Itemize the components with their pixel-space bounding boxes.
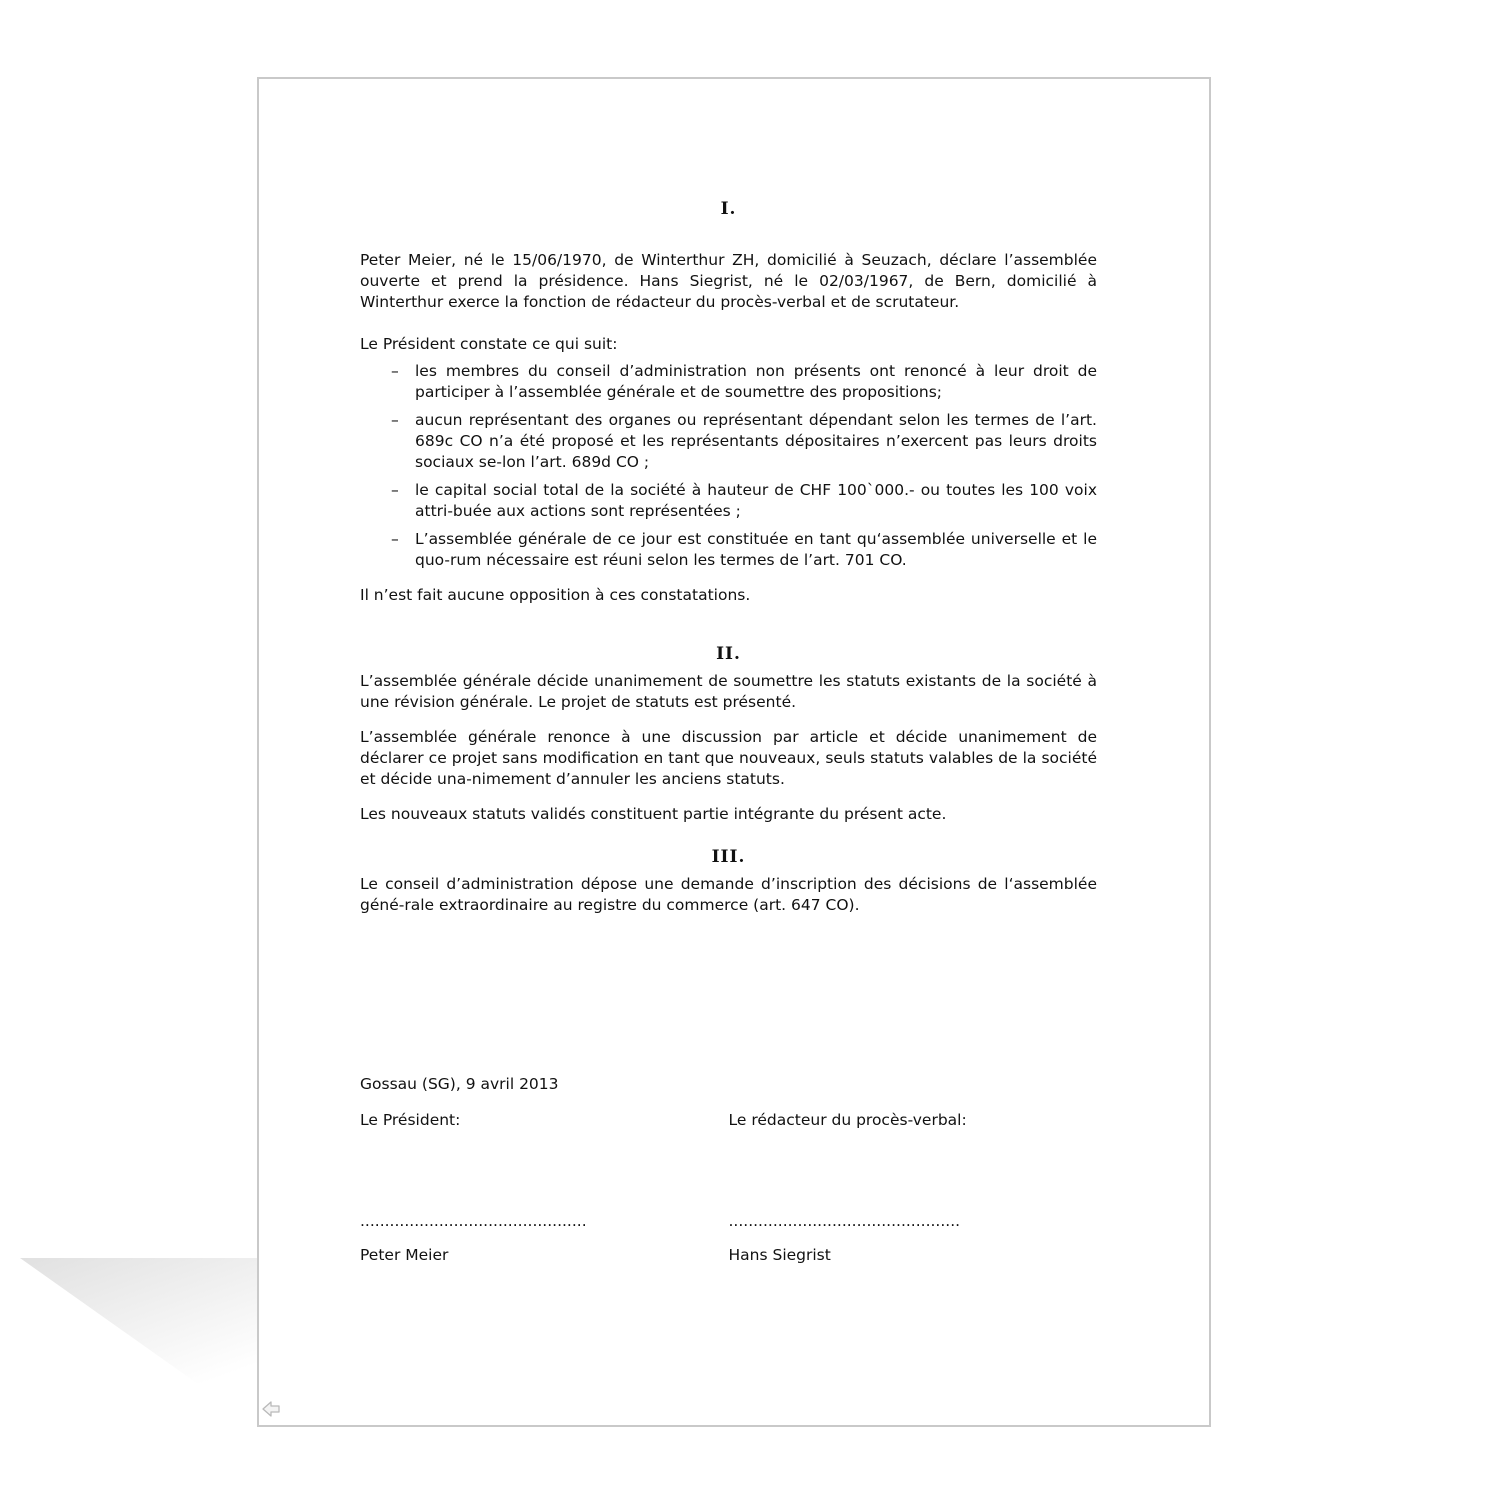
president-name: Peter Meier (360, 1246, 449, 1264)
list-item: – aucun représentant des organes ou représentant dépendant selon les termes de l’art. 689c CO n’a été proposé et les représentants dépositaires n’exercent pas leurs droits sociaux se-lon l’art. 689d CO ; (415, 410, 1097, 473)
intro-paragraph: Peter Meier, né le 15/06/1970, de Winterthur ZH, domicilié à Seuzach, déclare l’assemblée ouverte et prend la présidence. Hans Siegrist, né le 02/03/1967, de Bern, domicilié à Winterthur exerce la fonction de rédacteur du procès-verbal et de scrutateur. (360, 251, 1097, 311)
secretary-name: Hans Siegrist (728, 1246, 831, 1264)
place-date: Gossau (SG), 9 avril 2013 (360, 1075, 559, 1093)
section-heading-1: I. (720, 199, 737, 219)
list-item: – L’assemblée générale de ce jour est constituée en tant qu‘assemblée universelle et le quo-rum nécessaire est réuni selon les termes de l’art. 701 CO. (415, 529, 1097, 571)
signature-row (360, 1110, 1097, 1266)
secretary-label: Le rédacteur du procès-verbal: (728, 1111, 967, 1129)
paragraph: Le conseil d’administration dépose une demande d’inscription des décisions de l‘assemblée géné-rale extraordinaire au registre du commerce (art. 647 CO). (360, 875, 1097, 914)
list-item: – le capital social total de la société à hauteur de CHF 100`000.- ou toutes les 100 voix attri-buée aux actions sont représentées ; (415, 480, 1097, 522)
president-label: Le Président: (360, 1111, 461, 1129)
signature-line-right: ............................................... (728, 1212, 961, 1230)
signature-right (729, 1110, 1098, 1266)
arrow-left-icon[interactable] (260, 1398, 282, 1420)
document-page (257, 77, 1211, 1427)
paragraph: L’assemblée générale décide unanimement de soumettre les statuts existants de la société à une révision générale. Le projet de statuts est présenté. (360, 672, 1097, 711)
paragraph: Les nouveaux statuts validés constituent partie intégrante du présent acte. (360, 805, 947, 823)
document-body (360, 199, 1097, 916)
section-heading-3: III. (711, 847, 746, 867)
signature-left (360, 1110, 729, 1266)
opposition-paragraph: Il n’est fait aucune opposition à ces constatations. (360, 586, 751, 604)
list-item: – les membres du conseil d’administration non présents ont renoncé à leur droit de participer à l’assemblée générale et de soumettre des propositions; (415, 361, 1097, 403)
signature-line-left: .............................................. (360, 1212, 587, 1230)
signature-block (360, 1074, 1097, 1266)
page-shadow (20, 1258, 260, 1428)
section-heading-2: II. (716, 644, 741, 664)
findings-list (360, 361, 1097, 571)
constate-paragraph: Le Président constate ce qui suit: (360, 335, 618, 353)
paragraph: L’assemblée générale renonce à une discussion par article et décide unanimement de déclarer ce projet sans modification en tant que nouveaux, seuls statuts valables de la société et décide una-nimement d’annuler les anciens statuts. (360, 728, 1097, 788)
